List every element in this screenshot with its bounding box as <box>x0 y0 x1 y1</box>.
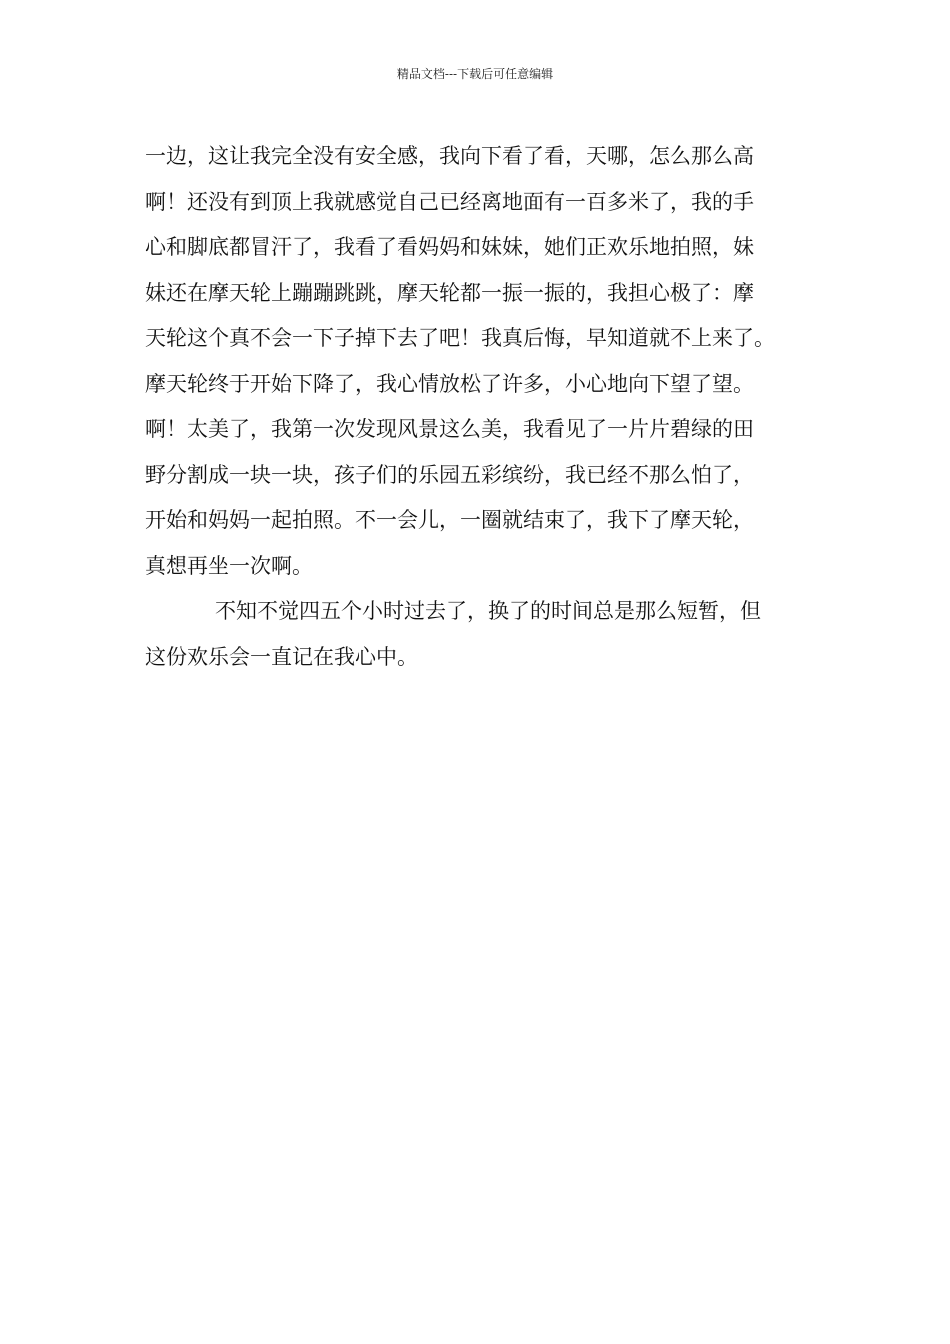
paragraph-1-line-8: 野分割成一块一块，孩子们的乐园五彩缤纷，我已经不那么怕了， <box>145 462 754 487</box>
paragraph-1-line-9: 开始和妈妈一起拍照。不一会儿，一圈就结束了，我下了摩天轮， <box>145 508 754 532</box>
paragraph-1-line-7: 啊！太美了，我第一次发现风景这么美，我看见了一片片碧绿的田 <box>145 417 754 441</box>
paragraph-2-line-2: 这份欢乐会一直记在我心中。 <box>145 644 418 669</box>
paragraph-1-line-3: 心和脚底都冒汗了，我看了看妈妈和妹妹，她们正欢乐地拍照，妹 <box>145 235 754 259</box>
paragraph-1-line-5: 天轮这个真不会一下子掉下去了吧！我真后悔，早知道就不上来了。 <box>145 326 775 350</box>
page-header: 精品文档---下载后可任意编辑 <box>396 67 554 81</box>
document-body <box>145 134 825 680</box>
paragraph-1-line-1: 一边，这让我完全没有安全感，我向下看了看，天哪，怎么那么高 <box>145 144 754 168</box>
paragraph-1-line-2: 啊！还没有到顶上我就感觉自己已经离地面有一百多米了，我的手 <box>145 189 754 214</box>
paragraph-1-line-4: 妹还在摩天轮上蹦蹦跳跳，摩天轮都一振一振的，我担心极了：摩 <box>145 280 754 305</box>
paragraph-1-line-10: 真想再坐一次啊。 <box>145 553 313 578</box>
paragraph-1-line-6: 摩天轮终于开始下降了，我心情放松了许多，小心地向下望了望。 <box>145 371 754 396</box>
paragraph-2-line-1: 不知不觉四五个小时过去了，换了的时间总是那么短暂，但 <box>215 599 761 623</box>
